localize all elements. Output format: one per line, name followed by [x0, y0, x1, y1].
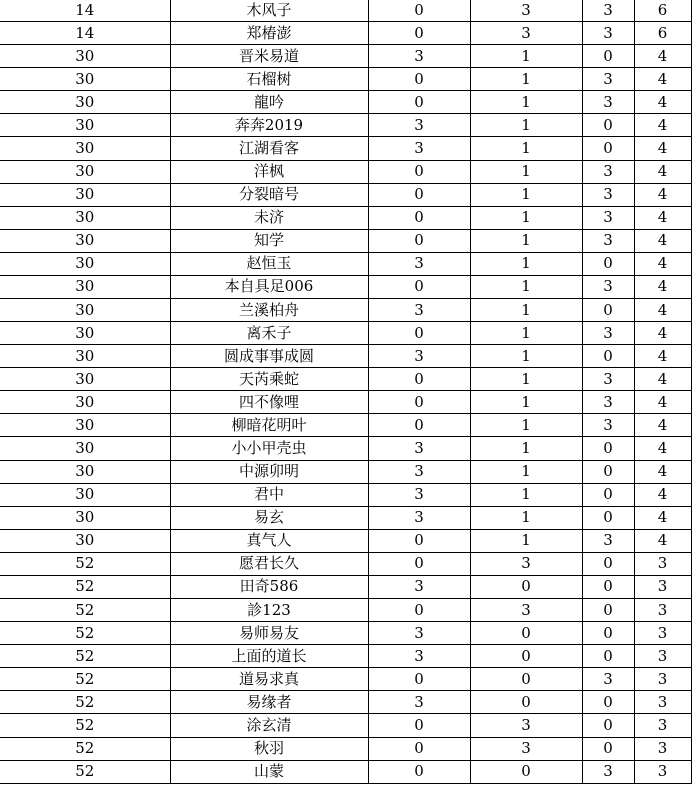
score-a-cell: 3: [368, 252, 470, 275]
name-cell: 小小甲壳虫: [170, 437, 368, 460]
score-b-cell: 1: [470, 275, 582, 298]
score-b-cell: 1: [470, 252, 582, 275]
rank-cell: 30: [0, 414, 170, 437]
total-cell: 4: [634, 299, 691, 322]
name-cell: 涂玄清: [170, 714, 368, 737]
name-cell: 診123: [170, 599, 368, 622]
total-cell: 4: [634, 68, 691, 91]
name-cell: 易缘者: [170, 691, 368, 714]
score-a-cell: 3: [368, 437, 470, 460]
rank-cell: 52: [0, 714, 170, 737]
table-row: [0, 137, 691, 160]
name-cell: 秋羽: [170, 737, 368, 760]
rank-cell: 52: [0, 691, 170, 714]
table-row: [0, 552, 691, 575]
score-b-cell: 0: [470, 760, 582, 783]
total-cell: 4: [634, 229, 691, 252]
table-row: [0, 22, 691, 45]
name-cell: 愿君长久: [170, 552, 368, 575]
score-c-cell: 3: [582, 668, 634, 691]
score-b-cell: 1: [470, 460, 582, 483]
score-a-cell: 0: [368, 0, 470, 22]
table-row: [0, 322, 691, 345]
name-cell: 天芮乘蛇: [170, 368, 368, 391]
score-b-cell: 3: [470, 737, 582, 760]
score-c-cell: 0: [582, 622, 634, 645]
score-c-cell: 3: [582, 529, 634, 552]
name-cell: 未济: [170, 206, 368, 229]
name-cell: 中源卯明: [170, 460, 368, 483]
name-cell: 上面的道长: [170, 645, 368, 668]
score-c-cell: 0: [582, 114, 634, 137]
total-cell: 3: [634, 622, 691, 645]
score-c-cell: 3: [582, 322, 634, 345]
name-cell: 知学: [170, 229, 368, 252]
score-c-cell: 3: [582, 368, 634, 391]
table-row: [0, 275, 691, 298]
rank-cell: 52: [0, 668, 170, 691]
table-row: [0, 206, 691, 229]
total-cell: 3: [634, 575, 691, 598]
score-a-cell: 0: [368, 668, 470, 691]
rank-cell: 30: [0, 229, 170, 252]
total-cell: 4: [634, 483, 691, 506]
score-a-cell: 3: [368, 691, 470, 714]
score-c-cell: 3: [582, 275, 634, 298]
rank-cell: 52: [0, 599, 170, 622]
score-a-cell: 0: [368, 714, 470, 737]
name-cell: 易玄: [170, 506, 368, 529]
score-a-cell: 3: [368, 345, 470, 368]
total-cell: 4: [634, 437, 691, 460]
score-c-cell: 0: [582, 506, 634, 529]
total-cell: 3: [634, 599, 691, 622]
score-c-cell: 3: [582, 183, 634, 206]
score-a-cell: 3: [368, 483, 470, 506]
score-b-cell: 1: [470, 506, 582, 529]
rank-cell: 52: [0, 622, 170, 645]
score-c-cell: 0: [582, 645, 634, 668]
score-c-cell: 3: [582, 91, 634, 114]
score-c-cell: 3: [582, 68, 634, 91]
table-row: [0, 345, 691, 368]
rank-cell: 52: [0, 760, 170, 783]
score-b-cell: 1: [470, 437, 582, 460]
name-cell: 奔奔2019: [170, 114, 368, 137]
score-a-cell: 0: [368, 183, 470, 206]
table-row: [0, 622, 691, 645]
score-b-cell: 1: [470, 391, 582, 414]
score-c-cell: 0: [582, 714, 634, 737]
rank-cell: 14: [0, 0, 170, 22]
total-cell: 4: [634, 506, 691, 529]
total-cell: 4: [634, 529, 691, 552]
name-cell: 离禾子: [170, 322, 368, 345]
score-a-cell: 0: [368, 91, 470, 114]
score-b-cell: 3: [470, 552, 582, 575]
score-a-cell: 3: [368, 506, 470, 529]
total-cell: 4: [634, 137, 691, 160]
score-a-cell: 3: [368, 460, 470, 483]
score-a-cell: 0: [368, 552, 470, 575]
score-c-cell: 3: [582, 391, 634, 414]
table-row: [0, 714, 691, 737]
score-b-cell: 1: [470, 160, 582, 183]
rank-cell: 30: [0, 275, 170, 298]
total-cell: 3: [634, 645, 691, 668]
rank-cell: 30: [0, 437, 170, 460]
name-cell: 晋米易道: [170, 45, 368, 68]
table-row: [0, 368, 691, 391]
score-a-cell: 0: [368, 22, 470, 45]
name-cell: 真气人: [170, 529, 368, 552]
score-c-cell: 0: [582, 437, 634, 460]
score-a-cell: 3: [368, 299, 470, 322]
score-b-cell: 1: [470, 345, 582, 368]
name-cell: 田奇586: [170, 575, 368, 598]
score-c-cell: 3: [582, 414, 634, 437]
rank-cell: 30: [0, 529, 170, 552]
score-c-cell: 3: [582, 760, 634, 783]
score-c-cell: 3: [582, 229, 634, 252]
total-cell: 4: [634, 368, 691, 391]
table-row: [0, 114, 691, 137]
score-c-cell: 0: [582, 252, 634, 275]
score-b-cell: 1: [470, 368, 582, 391]
table-row: [0, 575, 691, 598]
rank-cell: 30: [0, 483, 170, 506]
score-c-cell: 0: [582, 45, 634, 68]
rank-cell: 30: [0, 391, 170, 414]
score-c-cell: 3: [582, 0, 634, 22]
score-b-cell: 1: [470, 114, 582, 137]
table-row: [0, 183, 691, 206]
table-row: [0, 599, 691, 622]
score-b-cell: 1: [470, 299, 582, 322]
score-a-cell: 0: [368, 68, 470, 91]
table-row: [0, 160, 691, 183]
name-cell: 四不像哩: [170, 391, 368, 414]
score-a-cell: 3: [368, 45, 470, 68]
table-row: [0, 229, 691, 252]
name-cell: 木风子: [170, 0, 368, 22]
rank-cell: 30: [0, 91, 170, 114]
score-b-cell: 1: [470, 68, 582, 91]
total-cell: 4: [634, 160, 691, 183]
score-c-cell: 0: [582, 137, 634, 160]
score-c-cell: 3: [582, 206, 634, 229]
score-c-cell: 0: [582, 483, 634, 506]
name-cell: 道易求真: [170, 668, 368, 691]
score-b-cell: 3: [470, 0, 582, 22]
score-b-cell: 1: [470, 322, 582, 345]
score-b-cell: 3: [470, 599, 582, 622]
score-c-cell: 0: [582, 737, 634, 760]
table-row: [0, 460, 691, 483]
score-a-cell: 3: [368, 622, 470, 645]
score-a-cell: 0: [368, 737, 470, 760]
score-b-cell: 0: [470, 645, 582, 668]
total-cell: 4: [634, 275, 691, 298]
score-a-cell: 0: [368, 368, 470, 391]
name-cell: 分裂暗号: [170, 183, 368, 206]
score-a-cell: 0: [368, 275, 470, 298]
rank-cell: 30: [0, 345, 170, 368]
score-a-cell: 0: [368, 391, 470, 414]
rank-cell: 30: [0, 114, 170, 137]
score-b-cell: 1: [470, 414, 582, 437]
total-cell: 3: [634, 668, 691, 691]
rank-cell: 30: [0, 506, 170, 529]
table-row: [0, 0, 691, 22]
name-cell: 江湖看客: [170, 137, 368, 160]
score-b-cell: 1: [470, 45, 582, 68]
table-row: [0, 414, 691, 437]
table-row: [0, 252, 691, 275]
total-cell: 3: [634, 760, 691, 783]
score-c-cell: 0: [582, 299, 634, 322]
name-cell: 兰溪柏舟: [170, 299, 368, 322]
total-cell: 3: [634, 714, 691, 737]
total-cell: 4: [634, 252, 691, 275]
score-b-cell: 1: [470, 91, 582, 114]
table-row: [0, 91, 691, 114]
table-row: [0, 483, 691, 506]
score-c-cell: 3: [582, 160, 634, 183]
total-cell: 4: [634, 414, 691, 437]
name-cell: 龍吟: [170, 91, 368, 114]
score-b-cell: 1: [470, 206, 582, 229]
table-row: [0, 299, 691, 322]
total-cell: 4: [634, 183, 691, 206]
total-cell: 4: [634, 391, 691, 414]
score-b-cell: 1: [470, 137, 582, 160]
total-cell: 4: [634, 206, 691, 229]
total-cell: 3: [634, 552, 691, 575]
table-row: [0, 691, 691, 714]
rank-cell: 30: [0, 183, 170, 206]
rank-cell: 30: [0, 460, 170, 483]
rank-cell: 30: [0, 160, 170, 183]
score-b-cell: 1: [470, 529, 582, 552]
table-row: [0, 737, 691, 760]
score-b-cell: 0: [470, 668, 582, 691]
score-a-cell: 3: [368, 114, 470, 137]
total-cell: 4: [634, 460, 691, 483]
name-cell: 赵恒玉: [170, 252, 368, 275]
name-cell: 石榴树: [170, 68, 368, 91]
score-a-cell: 0: [368, 529, 470, 552]
rank-cell: 30: [0, 68, 170, 91]
table-row: [0, 45, 691, 68]
total-cell: 4: [634, 322, 691, 345]
rank-cell: 30: [0, 322, 170, 345]
table-row: [0, 391, 691, 414]
score-a-cell: 0: [368, 206, 470, 229]
table-row: [0, 506, 691, 529]
rank-cell: 30: [0, 368, 170, 391]
total-cell: 6: [634, 0, 691, 22]
rank-cell: 52: [0, 645, 170, 668]
score-b-cell: 0: [470, 575, 582, 598]
table-row: [0, 668, 691, 691]
score-b-cell: 3: [470, 714, 582, 737]
rank-cell: 14: [0, 22, 170, 45]
score-c-cell: 3: [582, 22, 634, 45]
score-b-cell: 1: [470, 229, 582, 252]
score-a-cell: 0: [368, 160, 470, 183]
total-cell: 4: [634, 45, 691, 68]
rank-cell: 30: [0, 206, 170, 229]
score-c-cell: 0: [582, 552, 634, 575]
score-a-cell: 0: [368, 229, 470, 252]
score-a-cell: 0: [368, 760, 470, 783]
score-c-cell: 0: [582, 575, 634, 598]
rank-cell: 30: [0, 45, 170, 68]
rank-cell: 52: [0, 737, 170, 760]
total-cell: 6: [634, 22, 691, 45]
score-c-cell: 0: [582, 691, 634, 714]
score-a-cell: 3: [368, 645, 470, 668]
rank-cell: 30: [0, 137, 170, 160]
score-b-cell: 1: [470, 483, 582, 506]
name-cell: 山蒙: [170, 760, 368, 783]
score-c-cell: 0: [582, 460, 634, 483]
score-c-cell: 0: [582, 599, 634, 622]
name-cell: 圆成事事成圆: [170, 345, 368, 368]
table-row: [0, 645, 691, 668]
name-cell: 本自具足006: [170, 275, 368, 298]
score-b-cell: 1: [470, 183, 582, 206]
name-cell: 君中: [170, 483, 368, 506]
total-cell: 4: [634, 345, 691, 368]
rank-cell: 30: [0, 252, 170, 275]
score-a-cell: 0: [368, 322, 470, 345]
total-cell: 4: [634, 114, 691, 137]
score-b-cell: 3: [470, 22, 582, 45]
table-row: [0, 529, 691, 552]
table-row: [0, 760, 691, 783]
rank-cell: 52: [0, 552, 170, 575]
name-cell: 郑椿澎: [170, 22, 368, 45]
rank-cell: 30: [0, 299, 170, 322]
total-cell: 3: [634, 737, 691, 760]
score-a-cell: 3: [368, 575, 470, 598]
score-a-cell: 0: [368, 599, 470, 622]
total-cell: 4: [634, 91, 691, 114]
score-a-cell: 3: [368, 137, 470, 160]
name-cell: 易师易友: [170, 622, 368, 645]
table-row: [0, 437, 691, 460]
score-a-cell: 0: [368, 414, 470, 437]
name-cell: 柳暗花明叶: [170, 414, 368, 437]
rank-cell: 52: [0, 575, 170, 598]
name-cell: 洋枫: [170, 160, 368, 183]
total-cell: 3: [634, 691, 691, 714]
score-b-cell: 0: [470, 622, 582, 645]
score-b-cell: 0: [470, 691, 582, 714]
table-row: [0, 68, 691, 91]
score-c-cell: 0: [582, 345, 634, 368]
